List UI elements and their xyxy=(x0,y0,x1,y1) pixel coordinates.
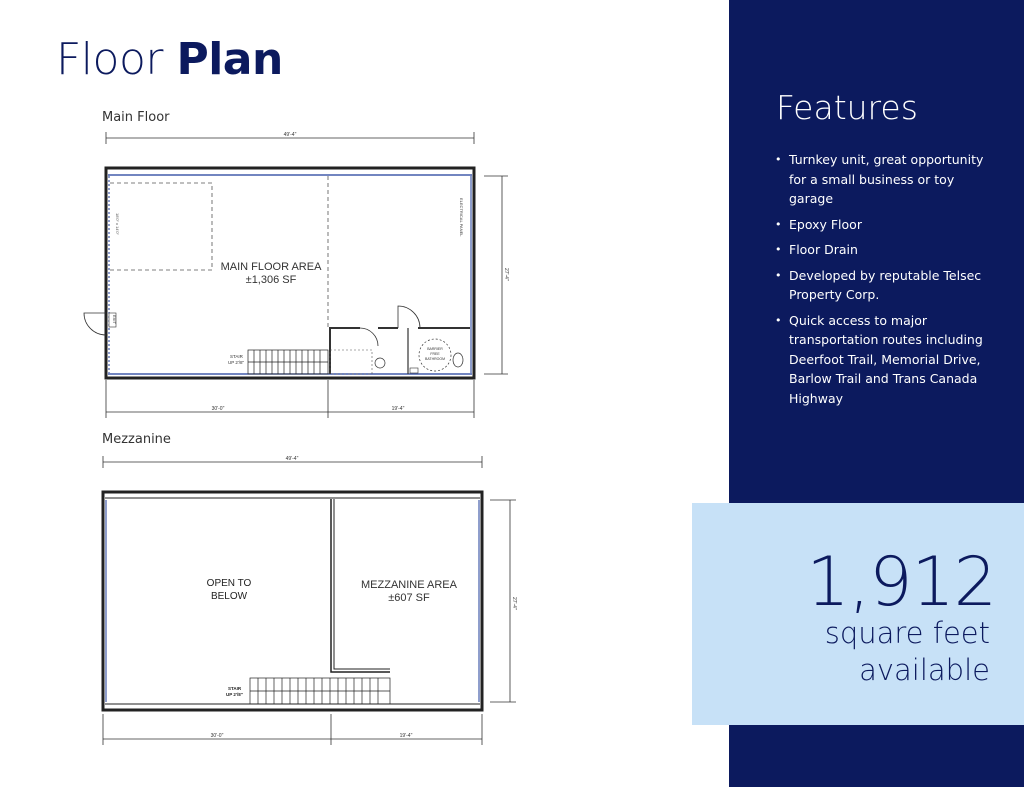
mezz-open-label-2: BELOW xyxy=(210,591,248,602)
mezz-dim-right: 27'-4" xyxy=(511,597,517,610)
mezz-area-name: MEZZANINE AREA xyxy=(361,579,457,591)
main-bathroom-label-1: BARRIER xyxy=(427,347,443,351)
main-panel-label: ELECTRICAL PANEL xyxy=(459,198,464,237)
square-feet-caption xyxy=(825,615,990,689)
main-exit-label: EXIT xyxy=(112,315,117,324)
mezz-stairs xyxy=(250,678,390,704)
mezz-dim-top: 49'-4" xyxy=(285,456,299,462)
mezzanine-plan xyxy=(78,452,528,752)
mezz-open-label-1: OPEN TO xyxy=(206,578,252,589)
feature-item: • Floor Drain xyxy=(775,240,990,260)
feature-item: • Quick access to major transportation routes including Deerfoot Trail, Memorial Drive, Barlow Trail and Trans Canada Highway xyxy=(775,311,990,409)
square-feet-line-2: available xyxy=(859,653,990,687)
mezz-stair-label-1: STAIR xyxy=(228,686,242,691)
main-floor-label: Main Floor xyxy=(102,110,170,125)
mezz-stair-label-2: UP 2'/8" xyxy=(226,692,243,697)
mezz-dim-bottom-right: 19'-4" xyxy=(399,733,413,739)
main-stairs xyxy=(248,350,328,374)
square-feet-number: 1,912 xyxy=(806,543,996,622)
main-stairs-dashed xyxy=(330,350,372,374)
page-title: Floor Plan xyxy=(56,34,283,85)
main-door-label: 18'0" x 14'0" xyxy=(115,213,120,235)
main-floor-plan xyxy=(78,128,528,423)
main-bathroom-label-2: FREE xyxy=(430,352,440,356)
features-list xyxy=(775,150,990,414)
main-area-name: MAIN FLOOR AREA xyxy=(220,261,322,273)
mezzanine-label: Mezzanine xyxy=(102,432,171,447)
main-bathroom-label-3: BATHROOM xyxy=(425,357,445,361)
mezz-area-size: ±607 SF xyxy=(388,592,430,604)
square-feet-callout xyxy=(692,503,1024,725)
main-dim-bottom-left: 30'-0" xyxy=(211,406,225,412)
main-dim-top: 49'-4" xyxy=(283,132,297,138)
main-stair-label-2: UP 2'/8" xyxy=(228,360,245,365)
mezz-dim-bottom-left: 30'-0" xyxy=(210,733,224,739)
main-dim-bottom-right: 19'-4" xyxy=(391,406,405,412)
feature-item: • Epoxy Floor xyxy=(775,215,990,235)
square-feet-line-1: square feet xyxy=(824,616,990,650)
feature-item: • Turnkey unit, great opportunity for a small business or toy garage xyxy=(775,150,990,209)
features-title: Features xyxy=(776,88,918,127)
feature-item: • Developed by reputable Telsec Property Corp. xyxy=(775,266,990,305)
main-stair-label-1: STAIR xyxy=(230,354,243,359)
main-dim-right: 27'-4" xyxy=(503,268,509,281)
main-area-size: ±1,306 SF xyxy=(245,274,297,286)
